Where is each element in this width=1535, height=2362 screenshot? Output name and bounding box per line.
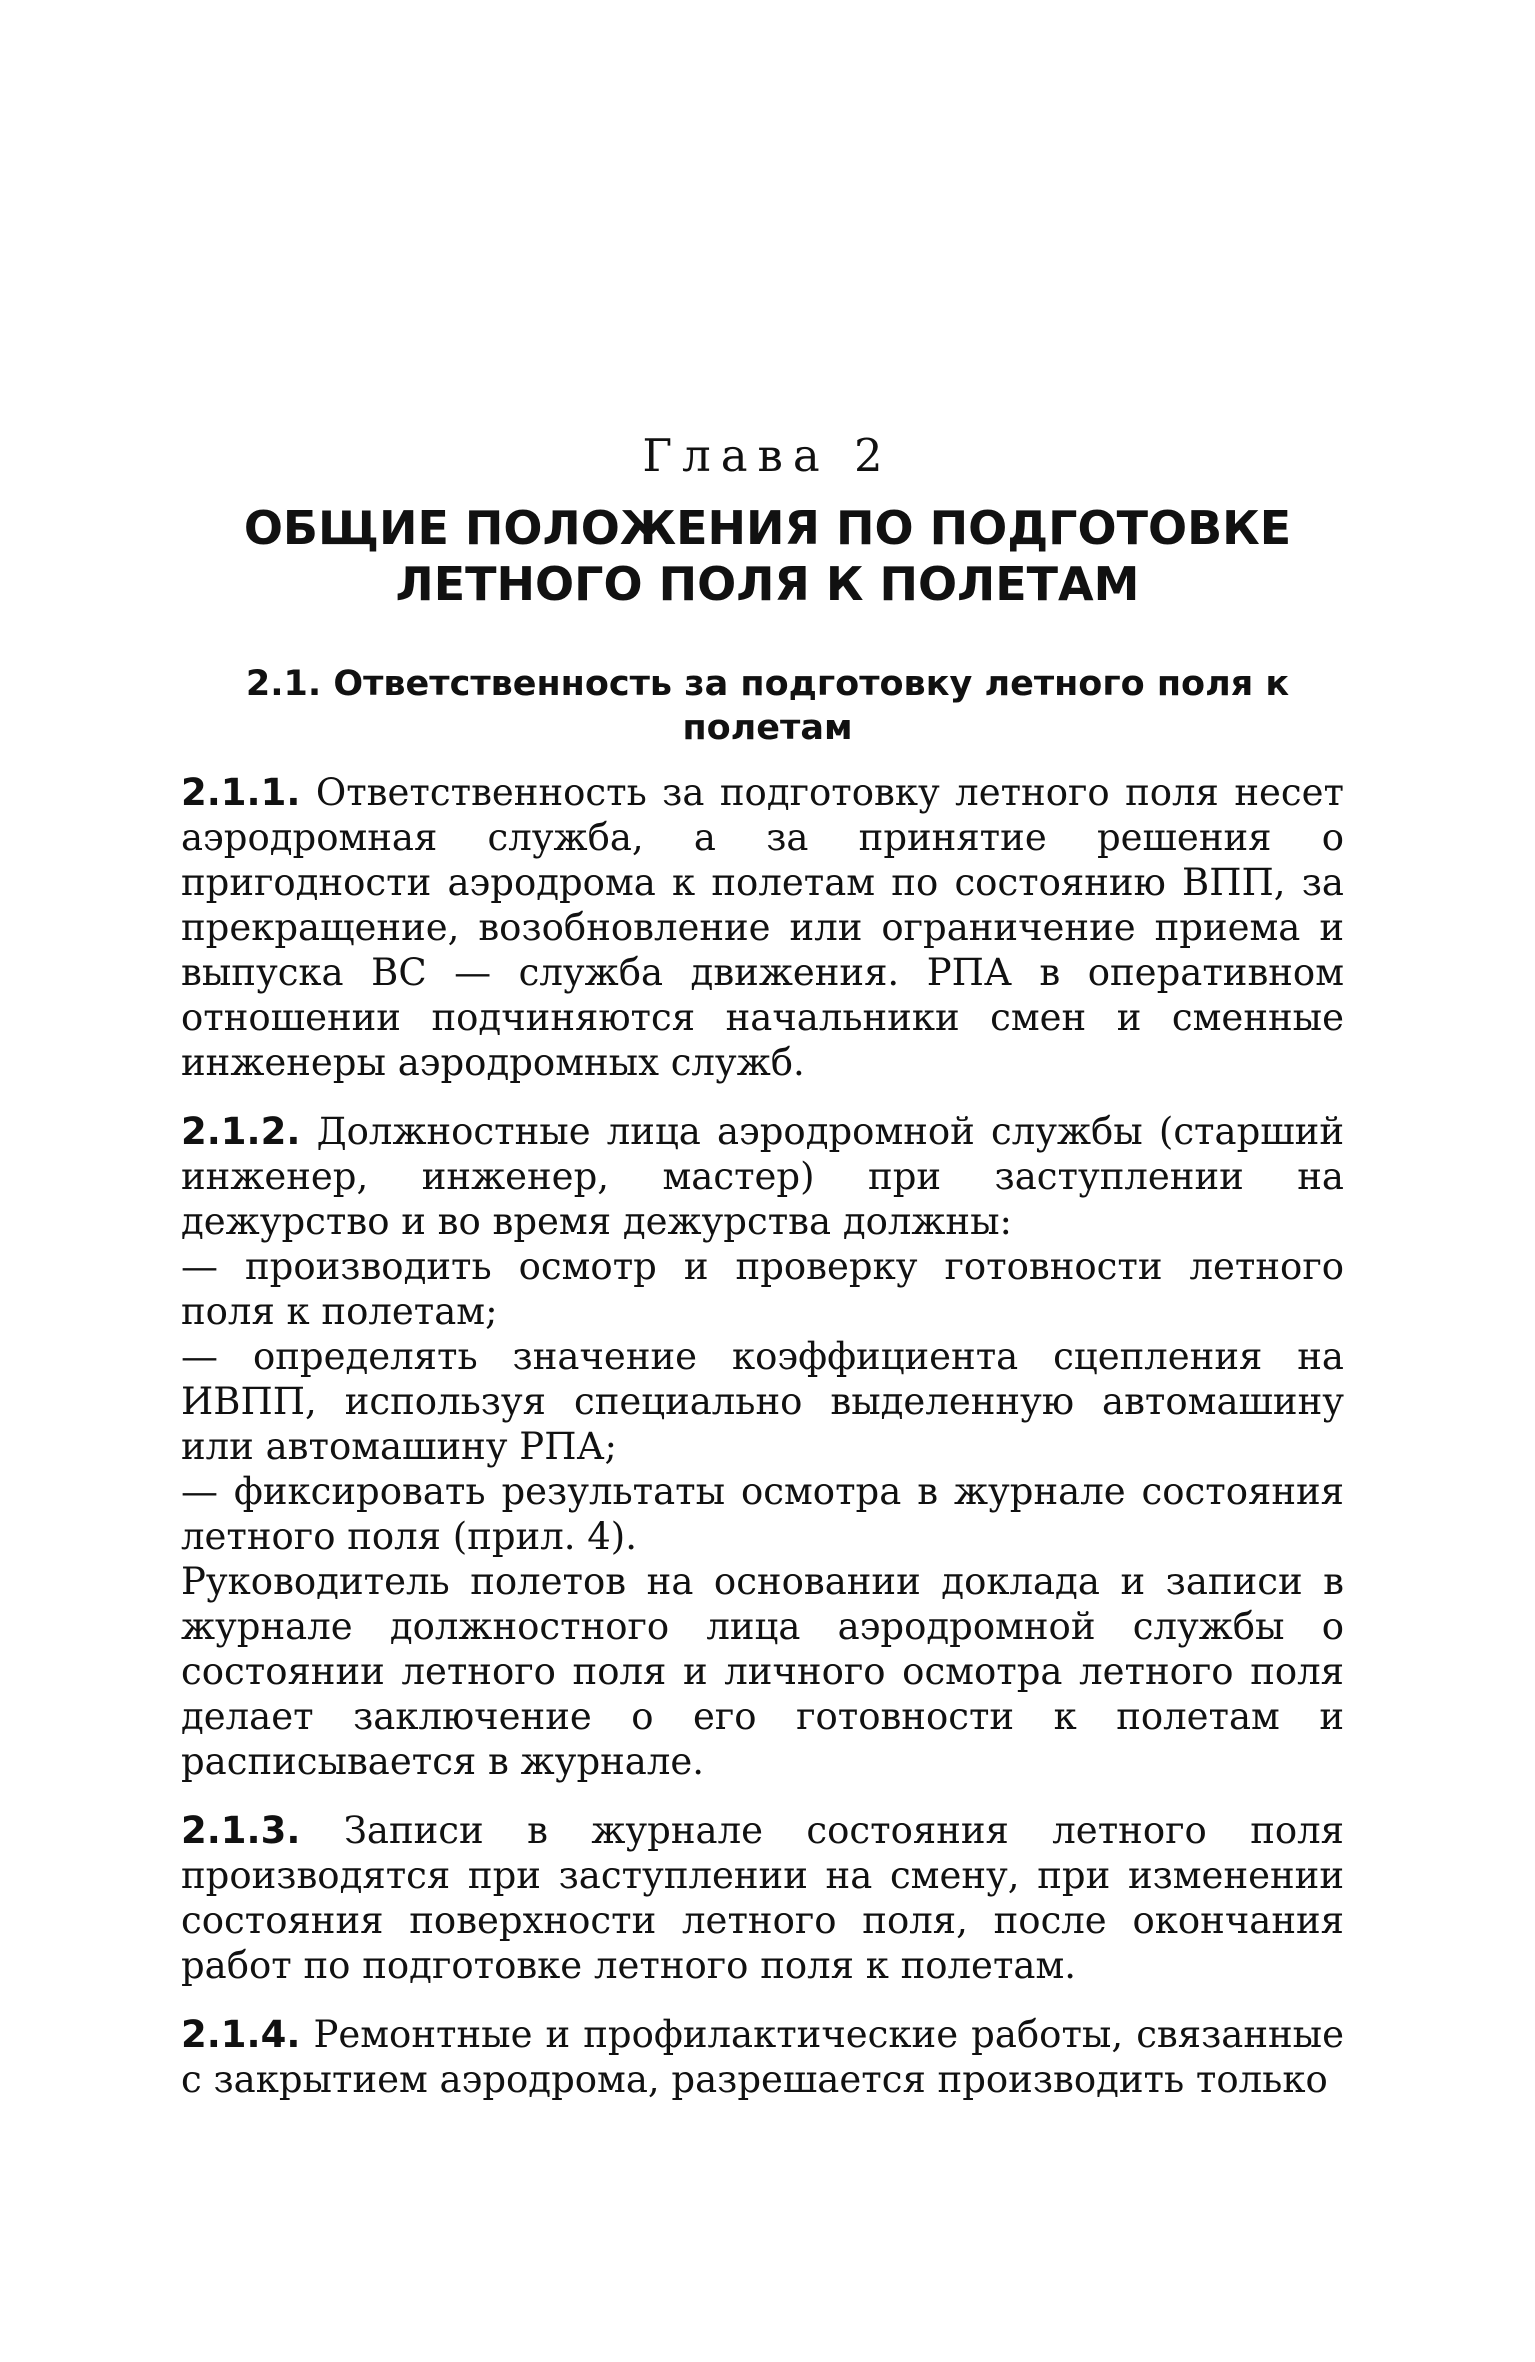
paragraph-text: Ремонтные и профилактические работы, связанные с закрытием аэродрома, разрешается производить только: [181, 2013, 1344, 2101]
body-text: [181, 770, 1344, 2102]
list-item: [181, 1244, 1344, 1334]
paragraph-number: 2.1.3.: [181, 1809, 301, 1852]
paragraph-2-1-3: [181, 1808, 1344, 1988]
paragraph-2-1-2: [181, 1109, 1344, 1244]
chapter-label: Глава 2: [642, 429, 893, 482]
paragraph-text: Руководитель полетов на основании доклада и записи в журнале должностного лица аэродромной службы о состоянии летного поля и личного осмотра летного поля делает заключение о его готовности к полетам и расписывается в журнале.: [181, 1560, 1344, 1783]
paragraph-flight-director: [181, 1559, 1344, 1784]
paragraph-number: 2.1.1.: [181, 771, 301, 814]
chapter-title: ОБЩИЕ ПОЛОЖЕНИЯ ПО ПОДГОТОВКЕ ЛЕТНОГО ПОЛЯ К ПОЛЕТАМ: [243, 501, 1292, 611]
list-item-text: — определять значение коэффициента сцепления на ИВПП, используя специально выделенную автомашину или автомашину РПА;: [181, 1335, 1344, 1468]
list-item: [181, 1469, 1344, 1559]
section-title: 2.1. Ответственность за подготовку летного поля к полетам: [245, 664, 1290, 748]
paragraph-2-1-4: [181, 2012, 1344, 2102]
paragraph-number: 2.1.2.: [181, 1110, 301, 1153]
paragraph-text: Должностные лица аэродромной службы (старший инженер, инженер, мастер) при заступлении на дежурство и во время дежурства должны:: [181, 1110, 1344, 1243]
paragraph-2-1-1: [181, 770, 1344, 1085]
list-item-text: — фиксировать результаты осмотра в журнале состояния летного поля (прил. 4).: [181, 1470, 1344, 1558]
paragraph-text: Ответственность за подготовку летного поля несет аэродромная служба, а за принятие решения о пригодности аэродрома к полетам по состоянию ВПП, за прекращение, возобновление или ограничение приема и выпуска ВС — служба движения. РПА в оперативном отношении подчиняются начальники смен и сменные инженеры аэродромных служб.: [181, 771, 1344, 1084]
paragraph-text: Записи в журнале состояния летного поля производятся при заступлении на смену, при изменении состояния поверхности летного поля, после окончания работ по подготовке летного поля к полетам.: [181, 1809, 1344, 1987]
paragraph-number: 2.1.4.: [181, 2013, 301, 2056]
list-item: [181, 1334, 1344, 1469]
list-item-text: — производить осмотр и проверку готовности летного поля к полетам;: [181, 1245, 1344, 1333]
